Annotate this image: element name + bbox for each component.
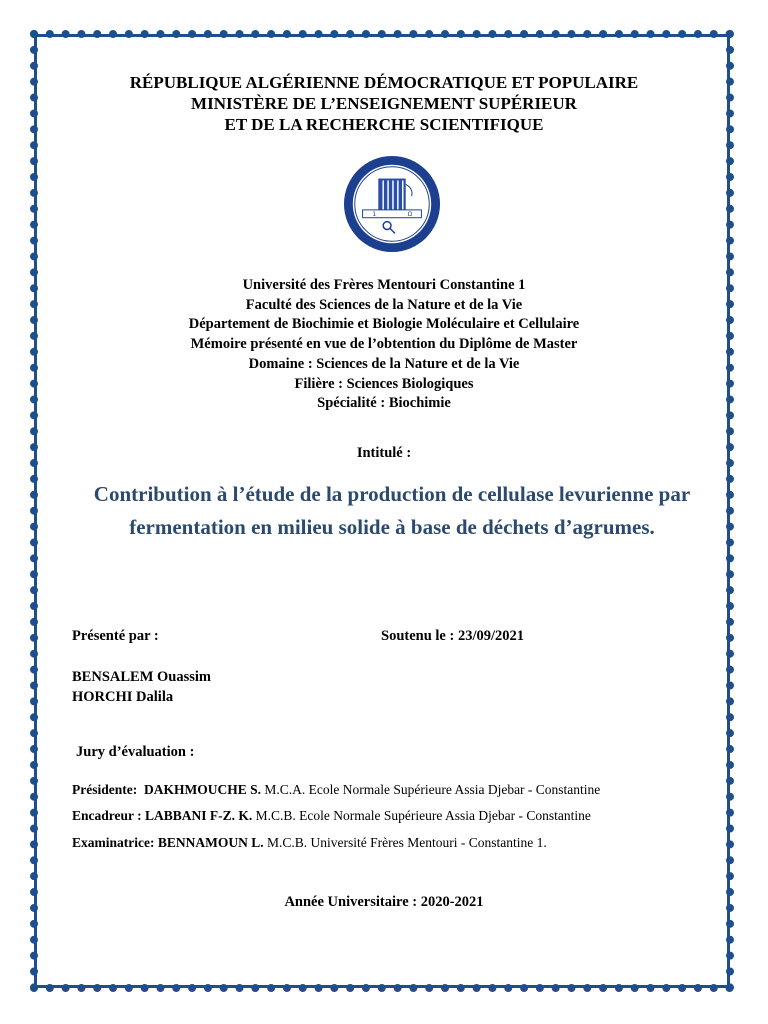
authors-list xyxy=(72,667,211,707)
university-name: Université des Frères Mentouri Constantine 1 xyxy=(242,277,526,293)
faculty-name: Faculté des Sciences de la Nature et de la Vie xyxy=(245,296,523,313)
svg-text:Ω: Ω xyxy=(407,211,413,218)
jury-details: M.C.B. Université Frères Mentouri - Constantine 1. xyxy=(267,835,547,850)
filiere-line: Filière : Sciences Biologiques xyxy=(294,375,474,392)
jury-member-president xyxy=(72,782,600,798)
university-seal-icon xyxy=(343,155,441,253)
header-line-1: RÉPUBLIQUE ALGÉRIENNE DÉMOCRATIQUE ET POPULAIRE xyxy=(129,73,639,92)
jury-member-supervisor xyxy=(72,808,591,824)
header-line-3: ET DE LA RECHERCHE SCIENTIFIQUE xyxy=(224,115,544,134)
jury-name: DAKHMOUCHE S. xyxy=(143,782,261,797)
specialite-line: Spécialité : Biochimie xyxy=(317,395,451,412)
author-2: HORCHI Dalila xyxy=(72,689,174,705)
jury-role: Encadreur : xyxy=(72,808,142,823)
thesis-title: Contribution à l’étude de la production de cellulase levurienne par fermentation en milieu solide à base de déchets d’agrumes. xyxy=(93,482,691,539)
header-line-2: MINISTÈRE DE L’ENSEIGNEMENT SUPÉRIEUR xyxy=(191,94,577,113)
jury-name: LABBANI F-Z. K. xyxy=(145,808,253,823)
jury-details: M.C.B. Ecole Normale Supérieure Assia Djebar - Constantine xyxy=(255,808,591,823)
jury-member-examiner xyxy=(72,835,547,851)
ministry-header xyxy=(0,72,768,135)
intitule-label: Intitulé : xyxy=(356,445,412,461)
jury-role: Présidente: xyxy=(72,782,138,797)
department-name: Département de Biochimie et Biologie Moléculaire et Cellulaire xyxy=(188,316,580,333)
defense-date: Soutenu le : 23/09/2021 xyxy=(381,628,524,644)
thesis-purpose: Mémoire présenté en vue de l’obtention du Diplôme de Master xyxy=(190,336,578,353)
jury-name: BENNAMOUN L. xyxy=(157,835,264,850)
presented-by-label: Présenté par : xyxy=(72,628,159,644)
academic-year: Année Universitaire : 2020-2021 xyxy=(284,894,484,910)
jury-label: Jury d’évaluation : xyxy=(76,744,195,760)
jury-role: Examinatrice: xyxy=(72,835,155,850)
institution-info xyxy=(0,276,768,414)
jury-details: M.C.A. Ecole Normale Supérieure Assia Djebar - Constantine xyxy=(264,782,601,797)
domain-line: Domaine : Sciences de la Nature et de la Vie xyxy=(248,355,520,372)
author-1: BENSALEM Ouassim xyxy=(72,669,211,685)
svg-text:1: 1 xyxy=(372,211,377,218)
